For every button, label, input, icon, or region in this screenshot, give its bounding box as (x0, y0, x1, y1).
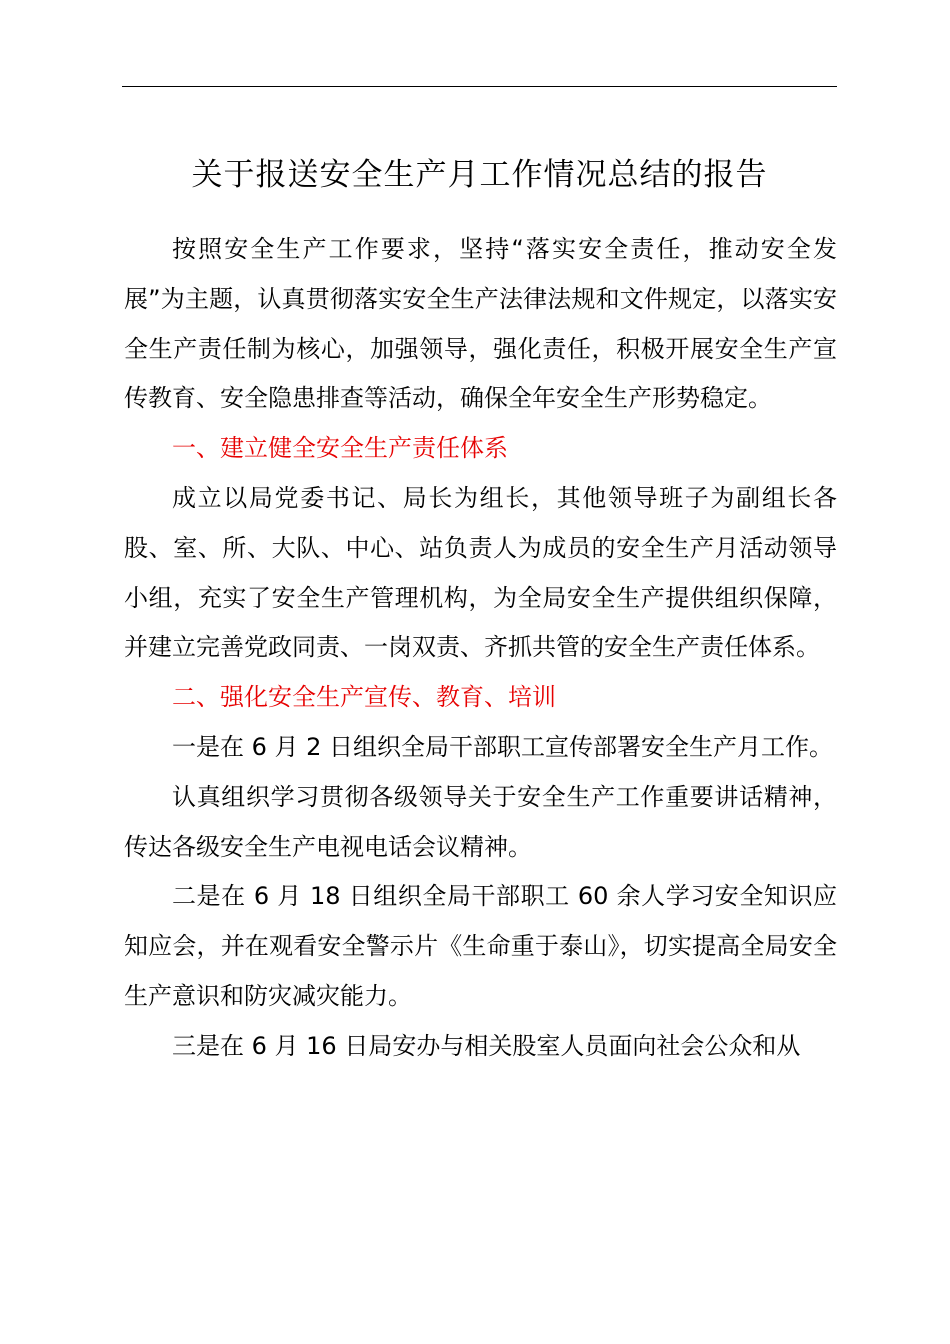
document-body (124, 225, 837, 1072)
section-1-paragraph: 成立以局党委书记、局长为组长，其他领导班子为副组长各股、室、所、大队、中心、站负责人为成员的安全生产月活动领导小组，充实了安全生产管理机构，为全局安全生产提供组织保障，并建立完善党政同责、一岗双责、齐抓共管的安全生产责任体系。 (124, 483, 837, 662)
item-two-paragraph: 二是在 6 月 18 日组织全局干部职工 60 余人学习安全知识应知应会，并在观看安全警示片《生命重于泰山》，切实提高全局安全生产意识和防灾减灾能力。 (124, 882, 837, 1010)
section-heading-2: 二、强化安全生产宣传、教育、培训 (172, 683, 556, 712)
study-paragraph: 认真组织学习贯彻各级领导关于安全生产工作重要讲话精神，传达各级安全生产电视电话会议精神。 (124, 782, 837, 861)
header-rule (122, 86, 837, 87)
document-title: 关于报送安全生产月工作情况总结的报告 (191, 157, 768, 193)
item-three-paragraph: 三是在 6 月 16 日局安办与相关股室人员面向社会公众和从 (172, 1031, 801, 1060)
section-heading-1: 一、建立健全安全生产责任体系 (172, 434, 508, 463)
item-one-paragraph: 一是在 6 月 2 日组织全局干部职工宣传部署安全生产月工作。 (172, 732, 834, 761)
intro-paragraph: 按照安全生产工作要求，坚持“落实安全责任，推动安全发展”为主题，认真贯彻落实安全生产法律法规和文件规定，以落实安全生产责任制为核心，加强领导，强化责任，积极开展安全生产宣传教育、安全隐患排查等活动，确保全年安全生产形势稳定。 (124, 235, 837, 413)
